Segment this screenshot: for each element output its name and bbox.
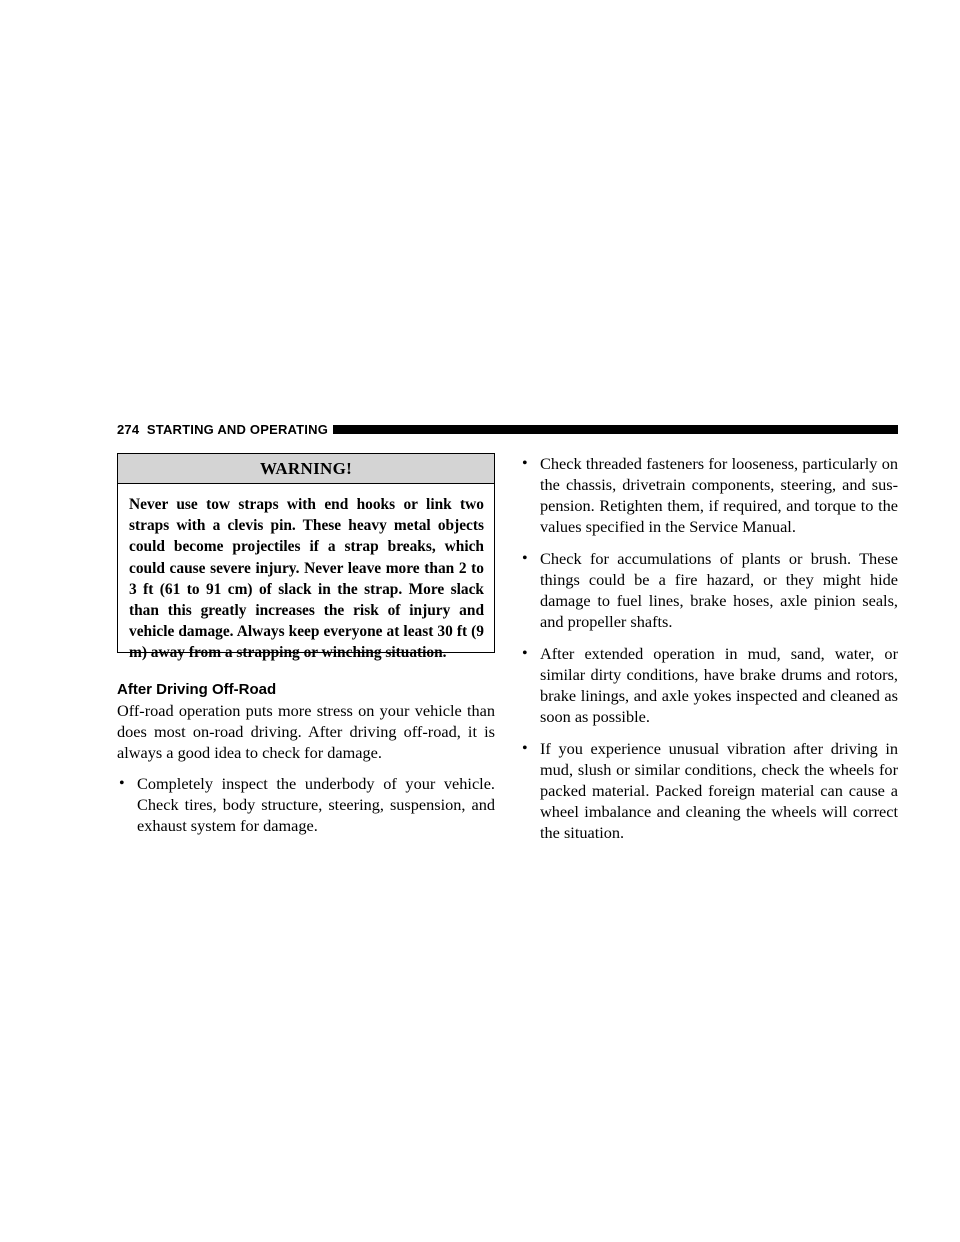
list-item	[520, 643, 898, 727]
warning-text: Never use tow straps with end hooks or link two straps with a clevis pin. These heavy metal objects could become projectiles if a strap breaks, which could cause severe injury. Never leave more than 2 to 3 ft (61 to 91 cm) of slack in the strap. More slack than this greatly increases the risk of injury and vehicle damage. Always keep everyone at least 30 ft (9 m) away from a strapping or winching situation.	[129, 496, 484, 662]
bullet-icon: •	[119, 775, 125, 792]
section-intro: Off-road operation puts more stress on your vehicle than does most on-road driving. After driving off-road, it is always a good idea to check for damage.	[117, 701, 495, 762]
right-column	[520, 453, 898, 854]
list-item	[117, 773, 495, 836]
section-heading: After Driving Off-Road	[117, 681, 277, 698]
list-item	[520, 548, 898, 632]
list-item	[520, 453, 898, 537]
warning-box	[117, 453, 495, 662]
warning-title: WARNING!	[118, 454, 494, 484]
page-number: 274	[117, 422, 140, 437]
header-text	[117, 422, 328, 437]
bullet-icon: •	[522, 455, 528, 472]
list-item	[520, 738, 898, 843]
list-item-text: Check for accumulations of plants or brush. These things could be a fire hazard, or they might hide damage to fuel lines, brake hoses, axle pinion seals, and propeller shafts.	[540, 549, 898, 631]
left-column	[117, 453, 495, 836]
bullet-icon: •	[522, 645, 528, 662]
bullet-icon: •	[522, 550, 528, 567]
list-item-text: After extended operation in mud, sand, water, or similar dirty conditions, have brake drums and rotors, brake linings, and axle yokes inspected and cleaned as soon as possible.	[540, 644, 898, 726]
list-item-text: Check threaded fasteners for looseness, particularly on the chassis, drivetrain components, steering, and suspension. Retighten them, if required, and torque to the values specified in the Service Manual.	[540, 454, 898, 536]
section-title: STARTING AND OPERATING	[146, 422, 329, 437]
bullet-icon: •	[522, 740, 528, 757]
header-rule	[333, 425, 898, 434]
list-item-text: If you experience unusual vibration after driving in mud, slush or similar conditions, check the wheels for packed material. Packed foreign material can cause a wheel imbalance and cleaning the wheels will correct the situation.	[540, 739, 898, 842]
page-header	[117, 420, 898, 440]
list-item-text: Completely inspect the underbody of your vehicle. Check tires, body structure, steering, suspension, and exhaust system for damage.	[137, 774, 495, 835]
